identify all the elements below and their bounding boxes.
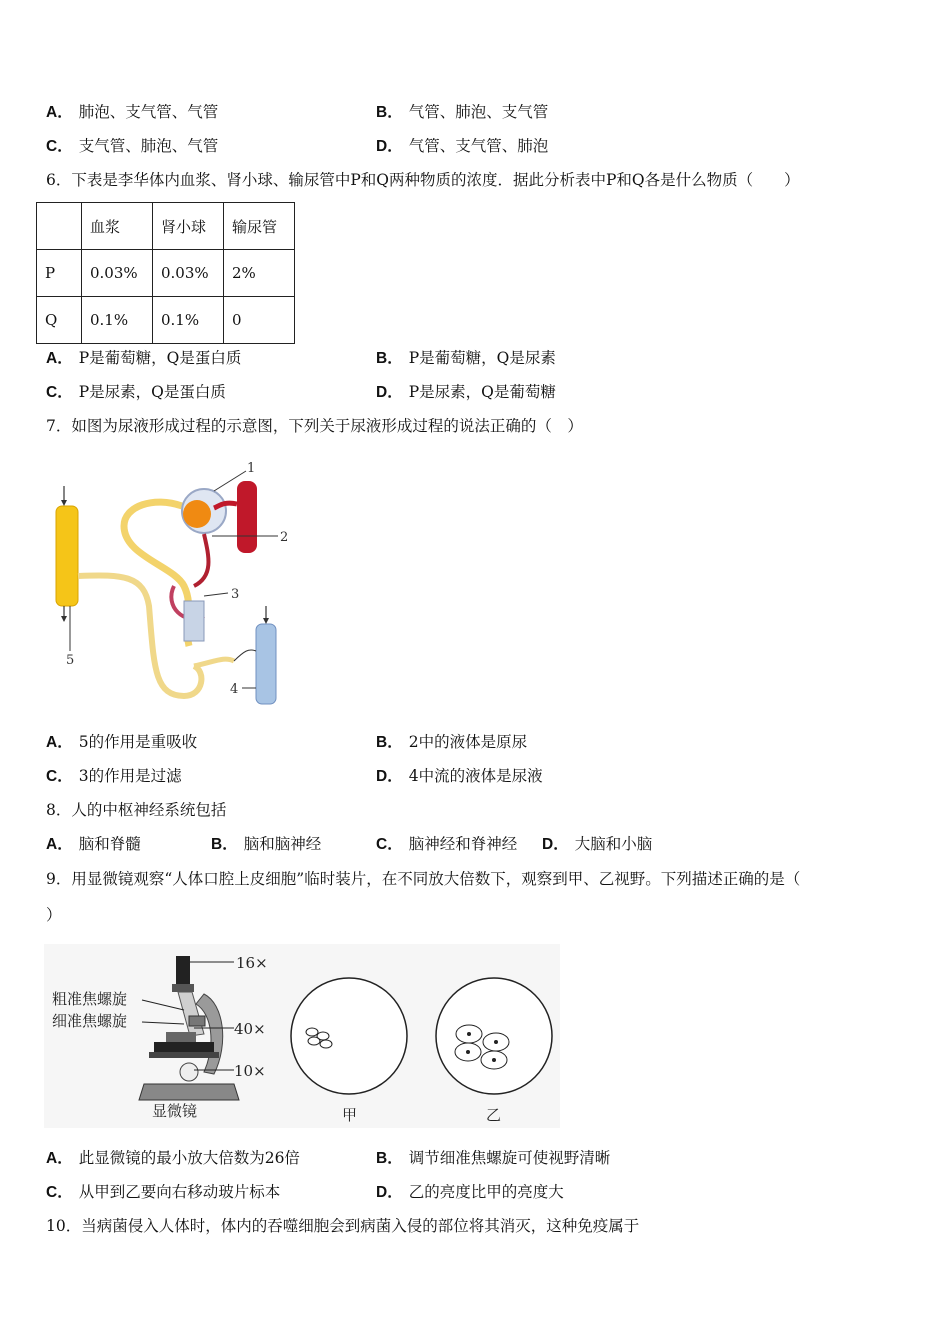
q7-option-d[interactable] — [376, 766, 543, 787]
option-text: 乙的亮度比甲的亮度大 — [408, 1183, 564, 1201]
q7-option-a[interactable] — [46, 732, 197, 753]
q7-option-b[interactable] — [376, 732, 527, 753]
table-cell: 0 — [224, 297, 295, 344]
microscope-figure — [44, 944, 560, 1128]
option-label: C． — [376, 836, 403, 853]
q6-option-a[interactable] — [46, 348, 241, 369]
option-label: B． — [376, 1150, 403, 1167]
option-text: 2中的液体是原尿 — [408, 733, 528, 751]
option-label: C． — [46, 384, 73, 401]
table-header-cell: 肾小球 — [153, 203, 224, 250]
q8-option-b[interactable] — [211, 834, 321, 855]
nephron-label-2: 2 — [280, 530, 289, 545]
q9-stem-line1: 9．用显微镜观察“人体口腔上皮细胞”临时装片，在不同放大倍数下，观察到甲、乙视野。下列描述正确的是（ — [46, 870, 801, 888]
option-text: 此显微镜的最小放大倍数为26倍 — [78, 1149, 300, 1167]
option-label: A． — [46, 734, 73, 751]
q5-option-c[interactable] — [46, 136, 218, 157]
option-label: A． — [46, 836, 73, 853]
option-label: C． — [46, 138, 73, 155]
eyepiece-label: 16× — [236, 954, 268, 972]
q9-option-a[interactable] — [46, 1148, 300, 1169]
option-label: B． — [211, 836, 238, 853]
option-text: 调节细准焦螺旋可使视野清晰 — [408, 1149, 611, 1167]
objective-low-label: 10× — [234, 1062, 266, 1080]
option-text: 气管、肺泡、支气管 — [408, 103, 549, 121]
option-text: 脑和脊髓 — [78, 835, 141, 853]
option-label: A． — [46, 1150, 73, 1167]
cell-nucleus — [492, 1058, 496, 1062]
option-label: B． — [376, 734, 403, 751]
microscope-caption: 显微镜 — [152, 1102, 198, 1120]
q7-stem: 7．如图为尿液形成过程的示意图，下列关于尿液形成过程的说法正确的（ ） — [46, 417, 583, 435]
q6-option-b[interactable] — [376, 348, 556, 369]
q8-option-d[interactable] — [542, 834, 652, 855]
nephron-diagram — [44, 456, 304, 716]
q5-option-b[interactable] — [376, 102, 548, 123]
table-header-cell — [37, 203, 82, 250]
table-cell: Q — [37, 297, 82, 344]
option-text: 支气管、肺泡、气管 — [78, 137, 219, 155]
option-text: 脑和脑神经 — [243, 835, 322, 853]
q9-option-b[interactable] — [376, 1148, 610, 1169]
fine-knob-label: 细准焦螺旋 — [52, 1012, 128, 1030]
option-label: B． — [376, 104, 403, 121]
q10-stem: 10．当病菌侵入人体时，体内的吞噬细胞会到病菌入侵的部位将其消灭，这种免疫属于 — [46, 1217, 640, 1235]
option-label: C． — [46, 1184, 73, 1201]
option-text: 气管、支气管、肺泡 — [408, 137, 549, 155]
nephron-label-5: 5 — [66, 653, 75, 668]
cell-nucleus — [467, 1032, 471, 1036]
option-text: P是葡萄糖，Q是尿素 — [408, 349, 556, 367]
table-row — [37, 250, 295, 297]
q6-option-c[interactable] — [46, 382, 226, 403]
table-header-row — [37, 203, 295, 250]
option-label: D． — [542, 836, 569, 853]
table-cell: 0.03% — [153, 250, 224, 297]
option-label: D． — [376, 384, 403, 401]
option-text: 3的作用是过滤 — [78, 767, 182, 785]
q9-option-d[interactable] — [376, 1182, 564, 1203]
option-text: P是葡萄糖，Q是蛋白质 — [78, 349, 242, 367]
nephron-label-4: 4 — [230, 682, 239, 697]
q6-stem: 6．下表是李华体内血浆、肾小球、输尿管中P和Q两种物质的浓度．据此分析表中P和Q各是什么物质（ ） — [46, 171, 800, 189]
nephron-label-3: 3 — [231, 587, 240, 602]
option-text: 5的作用是重吸收 — [78, 733, 198, 751]
option-text: 脑神经和脊神经 — [408, 835, 518, 853]
option-label: D． — [376, 1184, 403, 1201]
q6-option-d[interactable] — [376, 382, 556, 403]
option-text: 4中流的液体是尿液 — [408, 767, 543, 785]
table-cell: 0.1% — [82, 297, 153, 344]
option-label: A． — [46, 350, 73, 367]
q8-option-a[interactable] — [46, 834, 141, 855]
table-header-cell: 血浆 — [82, 203, 153, 250]
q9-option-c[interactable] — [46, 1182, 280, 1203]
field-a-caption: 甲 — [342, 1106, 358, 1124]
field-b-caption: 乙 — [486, 1106, 502, 1124]
q5-option-d[interactable] — [376, 136, 548, 157]
field-of-view-b — [436, 978, 552, 1094]
q8-option-c[interactable] — [376, 834, 517, 855]
option-label: B． — [376, 350, 403, 367]
table-cell: P — [37, 250, 82, 297]
table-row — [37, 297, 295, 344]
option-label: C． — [46, 768, 73, 785]
table-header-cell: 输尿管 — [224, 203, 295, 250]
q5-option-a[interactable] — [46, 102, 218, 123]
cell-nucleus — [494, 1040, 498, 1044]
q6-concentration-table — [36, 202, 295, 344]
option-label: A． — [46, 104, 73, 121]
nephron-label-1: 1 — [247, 461, 256, 476]
q8-stem: 8．人的中枢神经系统包括 — [46, 801, 227, 819]
option-text: 从甲到乙要向右移动玻片标本 — [78, 1183, 281, 1201]
option-text: P是尿素，Q是蛋白质 — [78, 383, 226, 401]
q9-stem-line2: ） — [46, 906, 62, 924]
table-cell: 0.03% — [82, 250, 153, 297]
field-of-view-a — [291, 978, 407, 1094]
objective-high-label: 40× — [234, 1020, 266, 1038]
cell-nucleus — [466, 1050, 470, 1054]
option-text: 肺泡、支气管、气管 — [78, 103, 219, 121]
table-cell: 2% — [224, 250, 295, 297]
option-text: P是尿素，Q是葡萄糖 — [408, 383, 556, 401]
coarse-knob-label: 粗准焦螺旋 — [52, 990, 128, 1008]
q7-option-c[interactable] — [46, 766, 182, 787]
option-label: D． — [376, 138, 403, 155]
table-cell: 0.1% — [153, 297, 224, 344]
option-text: 大脑和小脑 — [574, 835, 653, 853]
option-label: D． — [376, 768, 403, 785]
